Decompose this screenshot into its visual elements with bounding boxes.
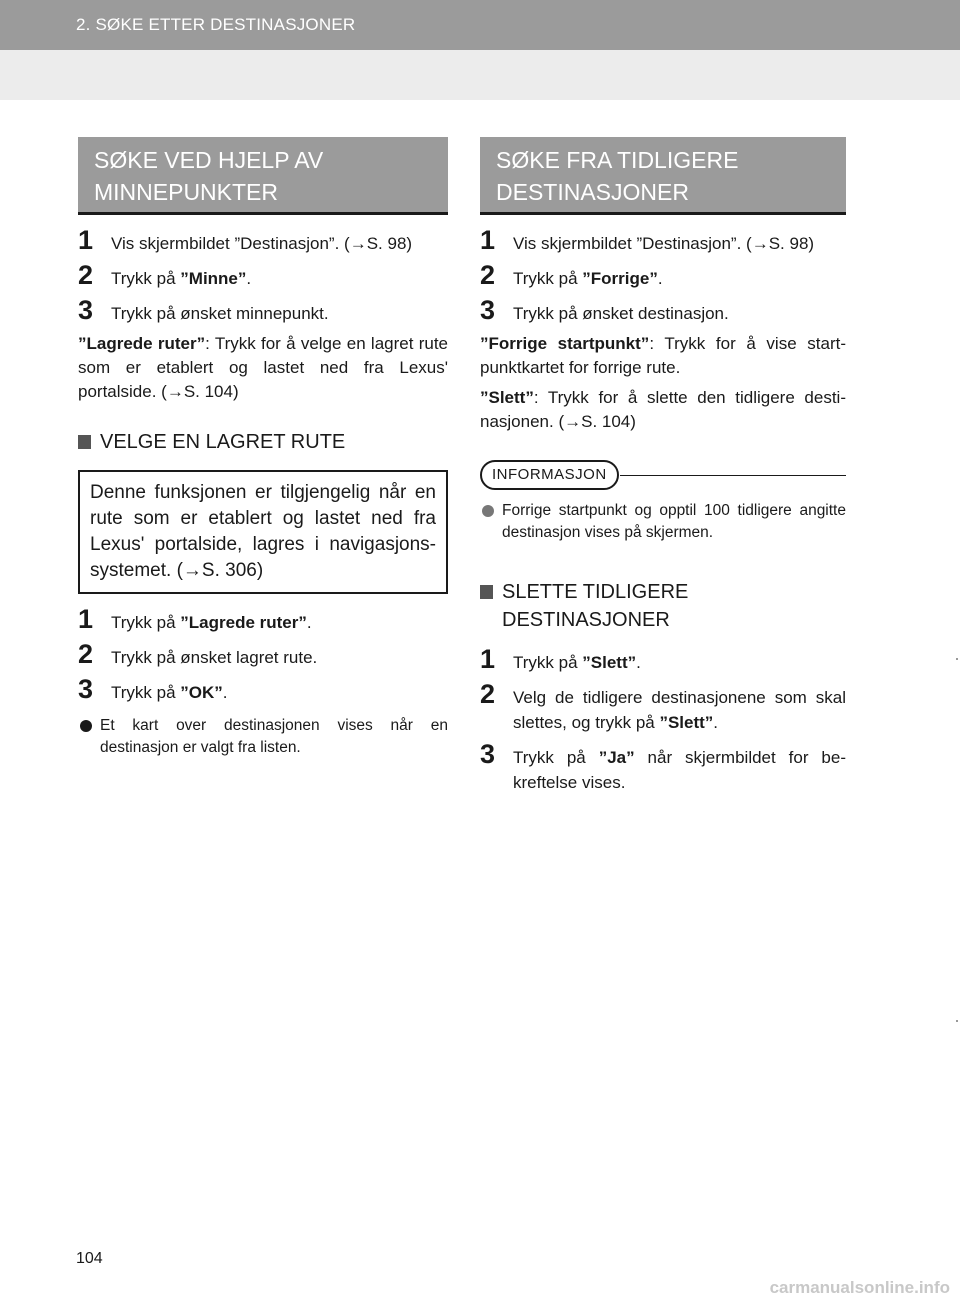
definition-lagrede-ruter: ”Lagrede ruter”: Trykk for å velge en lagret rute som er etablert og lastet ned fra Lexus' portalside. (→S. 104) bbox=[78, 334, 448, 401]
step-2: 2 Trykk på ”Forrige”. bbox=[480, 260, 663, 290]
page-number: 104 bbox=[76, 1250, 103, 1267]
watermark: carmanualsonline.info bbox=[769, 1278, 950, 1297]
step-3: 3 Trykk på ønsket destinasjon. bbox=[480, 295, 729, 325]
step-2: 2 Trykk på ”Minne”. bbox=[78, 260, 252, 290]
crop-mark bbox=[956, 658, 958, 660]
step-1: 1 Trykk på ”Lagrede ruter”. bbox=[78, 604, 312, 634]
step-1: 1 Trykk på ”Slett”. bbox=[480, 644, 641, 674]
square-bullet-icon bbox=[78, 435, 91, 449]
subsection-heading: VELGE EN LAGRET RUTE bbox=[78, 428, 448, 456]
info-rule bbox=[620, 475, 846, 476]
info-bullet: Forrige startpunkt og opptil 100 tidligere angitte destinasjon vises på skjermen. bbox=[480, 500, 846, 544]
note-box: Denne funksjonen er tilgjengelig når en rute som er etablert og lastet ned fra Lexus' portalside, lagres i navigasjons-systemet. (→S. 306) bbox=[78, 470, 448, 594]
square-bullet-icon bbox=[480, 585, 493, 599]
section-heading: SØKE VED HJELP AV MINNEPUNKTER bbox=[78, 137, 448, 215]
bullet-dot-icon bbox=[482, 505, 494, 517]
crop-mark bbox=[956, 1020, 958, 1022]
subsection-heading: SLETTE TIDLIGERE DESTINASJONER bbox=[480, 578, 846, 634]
step-2: 2 Velg de tidligere destinasjonene som skal slettes, og trykk på ”Slett”. bbox=[480, 679, 846, 732]
info-block bbox=[480, 434, 846, 544]
left-column bbox=[78, 137, 448, 759]
step-1: 1 Vis skjermbildet ”Destinasjon”. (→S. 98) bbox=[480, 225, 815, 255]
chapter-header: 2. SØKE ETTER DESTINASJONER bbox=[0, 0, 960, 50]
definition-slett: ”Slett”: Trykk for å slette den tidligere desti-nasjonen. (→S. 104) bbox=[480, 388, 846, 431]
definition-forrige-startpunkt: ”Forrige startpunkt”: Trykk for å vise start-punktkartet for forrige rute. bbox=[480, 334, 846, 377]
step-3: 3 Trykk på ”Ja” når skjermbildet for be-kreftelse vises. bbox=[480, 739, 846, 792]
info-tag: INFORMASJON bbox=[480, 460, 619, 490]
bullet-note: Et kart over destinasjonen vises når en destinasjon er valgt fra listen. bbox=[78, 715, 448, 759]
section-heading: SØKE FRA TIDLIGERE DESTINASJONER bbox=[480, 137, 846, 215]
right-column bbox=[480, 137, 846, 795]
bullet-dot-icon bbox=[80, 720, 92, 732]
step-1: 1 Vis skjermbildet ”Destinasjon”. (→S. 98) bbox=[78, 225, 413, 255]
step-3: 3 Trykk på ”OK”. bbox=[78, 674, 228, 704]
step-2: 2 Trykk på ønsket lagret rute. bbox=[78, 639, 318, 669]
step-3: 3 Trykk på ønsket minnepunkt. bbox=[78, 295, 329, 325]
